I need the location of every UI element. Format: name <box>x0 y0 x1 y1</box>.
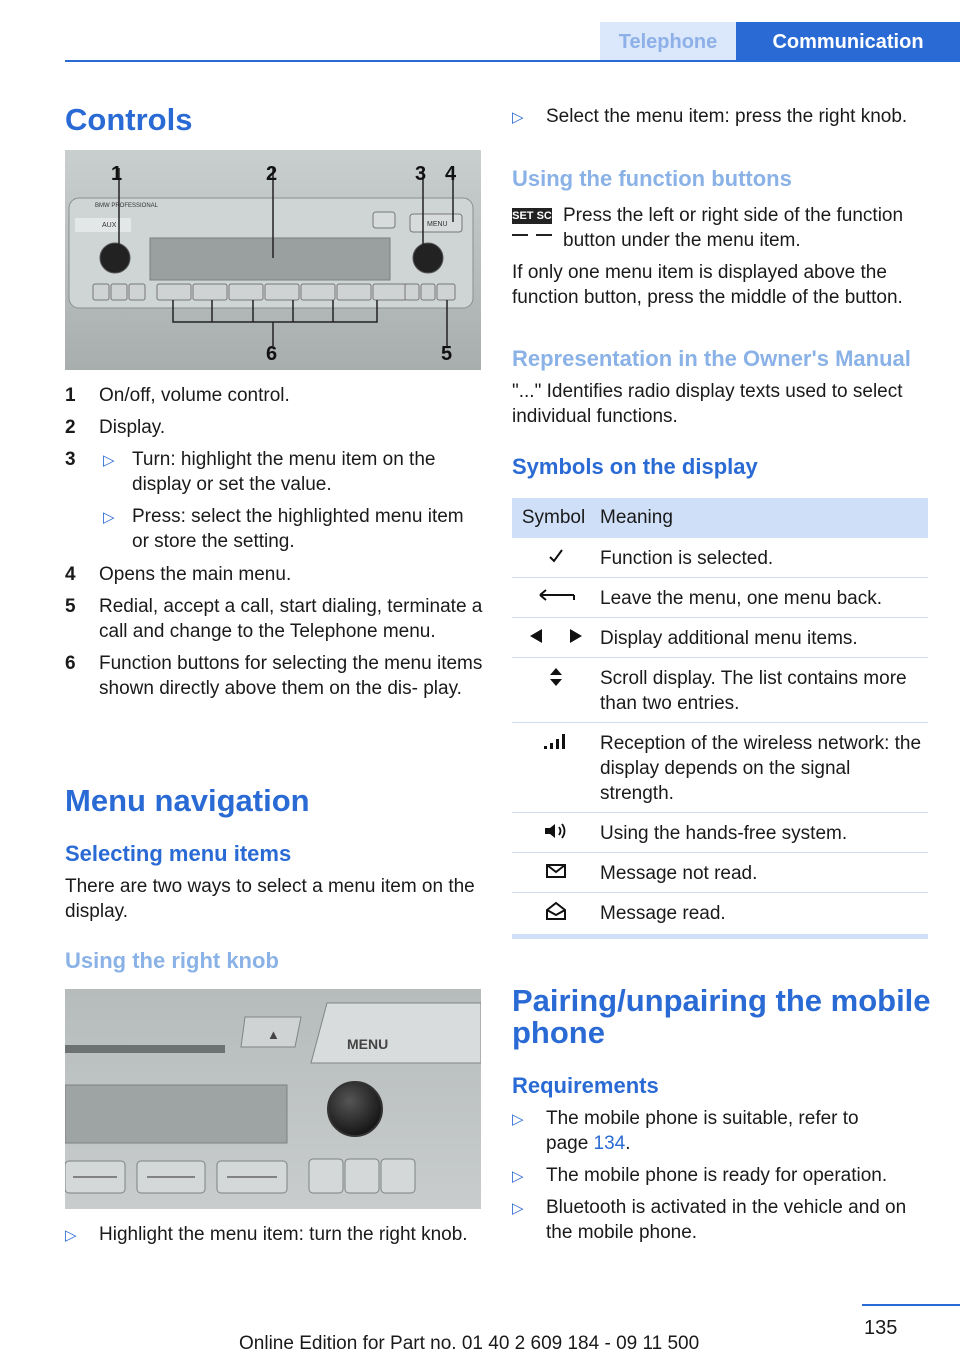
table-row: Function is selected. <box>512 538 928 578</box>
set-button-icon: SET SC <box>512 208 552 248</box>
menu-text-fig1: MENU <box>427 221 448 228</box>
up-down-arrows-icon <box>512 666 600 695</box>
symbols-heading: Symbols on the display <box>512 454 758 479</box>
page-link[interactable]: 134 <box>593 1133 626 1154</box>
table-row: Display additional menu items. <box>512 618 928 658</box>
envelope-open-icon <box>512 901 600 928</box>
selecting-text: There are two ways to select a menu item on the display. <box>65 876 475 922</box>
fig-label-2: 2 <box>266 163 278 185</box>
tab-telephone[interactable]: Telephone <box>600 22 736 62</box>
triangle-bullet-icon: ▷ <box>512 1111 524 1128</box>
pairing-heading: Pairing/unpairing the mobile phone <box>512 983 931 1050</box>
table-bottom-rule <box>512 934 928 939</box>
triangle-bullet-icon: ▷ <box>512 1200 524 1217</box>
triangle-bullet-icon: ▷ <box>65 1227 77 1244</box>
fig-label-4: 4 <box>445 163 457 185</box>
triangle-bullet-icon: ▷ <box>512 109 524 126</box>
fig-label-5: 5 <box>441 343 453 365</box>
fig-label-3: 3 <box>415 163 427 185</box>
function-text-2: If only one menu item is displayed above the function button, press the middle of the button. <box>512 262 903 308</box>
fig-label-1: 1 <box>111 163 123 185</box>
function-buttons-heading: Using the function buttons <box>512 166 792 191</box>
table-header <box>512 498 928 538</box>
header-symbol: Symbol <box>521 507 586 528</box>
menu-text-fig2: MENU <box>347 1036 389 1052</box>
requirement-item: ▷ The mobile phone is suitable, refer to page 134. <box>512 1108 859 1154</box>
header-meaning: Meaning <box>600 507 673 528</box>
controls-heading: Controls <box>65 102 193 137</box>
representation-text: "..." Identifies radio display texts used to select individual functions. <box>512 381 903 427</box>
triangle-bullet-icon: ▷ <box>103 452 115 469</box>
triangle-bullet-icon: ▷ <box>103 509 115 526</box>
table-row: Reception of the wireless network: the display depends on the signal strength. <box>512 723 928 813</box>
table-row: Message read. <box>512 893 928 932</box>
legend-subitem: ▷ Press: select the highlighted menu item or store the setting. <box>103 506 464 552</box>
tab-communication[interactable]: Communication <box>736 22 960 62</box>
selecting-menu-items-heading: Selecting menu items <box>65 841 292 866</box>
triangle-bullet-icon: ▷ <box>512 1168 524 1185</box>
left-right-arrows-icon <box>512 626 600 653</box>
footer-rule <box>862 1304 960 1306</box>
menu-navigation-heading: Menu navigation <box>65 783 310 818</box>
legend-item: 5 Redial, accept a call, start dialing, terminate a call and change to the Telephone menu. <box>65 596 483 642</box>
function-text: Press the left or right side of the function button under the menu item. <box>563 205 904 251</box>
page-number: 135 <box>864 1317 898 1339</box>
table-row: Scroll display. The list contains more than two entries. <box>512 658 928 723</box>
back-arrow-icon <box>512 586 600 613</box>
aux-text: AUX <box>102 222 117 229</box>
right-knob-heading: Using the right knob <box>65 948 279 973</box>
speaker-icon <box>512 821 600 848</box>
envelope-closed-icon <box>512 861 600 888</box>
radio-controls-figure <box>65 150 481 370</box>
table-row: Message not read. <box>512 853 928 893</box>
brand-text: BMW PROFESSIONAL <box>95 203 159 209</box>
requirement-item: ▷ Bluetooth is activated in the vehicle and on the mobile phone. <box>512 1197 907 1243</box>
symbols-table <box>512 498 928 942</box>
requirements-heading: Requirements <box>512 1073 659 1098</box>
table-row: Leave the menu, one menu back. <box>512 578 928 618</box>
representation-heading: Representation in the Owner's Manual <box>512 346 911 371</box>
page-header <box>0 0 960 62</box>
fig-label-6: 6 <box>266 343 278 365</box>
edition-text: Online Edition for Part no. 01 40 2 609 184 - 09 11 500 <box>239 1333 700 1354</box>
header-rule <box>65 60 960 62</box>
signal-strength-icon <box>512 731 600 758</box>
right-knob-figure <box>65 989 481 1209</box>
legend-item: 3 ▷ Turn: highlight the menu item on the display or set the value. <box>65 449 436 495</box>
legend-item: 6 Function buttons for selecting the menu items shown directly above them on the dis‐ play. <box>65 653 483 699</box>
check-icon <box>512 546 600 573</box>
eject-icon: ▲ <box>267 1027 280 1042</box>
table-row: Using the hands-free system. <box>512 813 928 853</box>
